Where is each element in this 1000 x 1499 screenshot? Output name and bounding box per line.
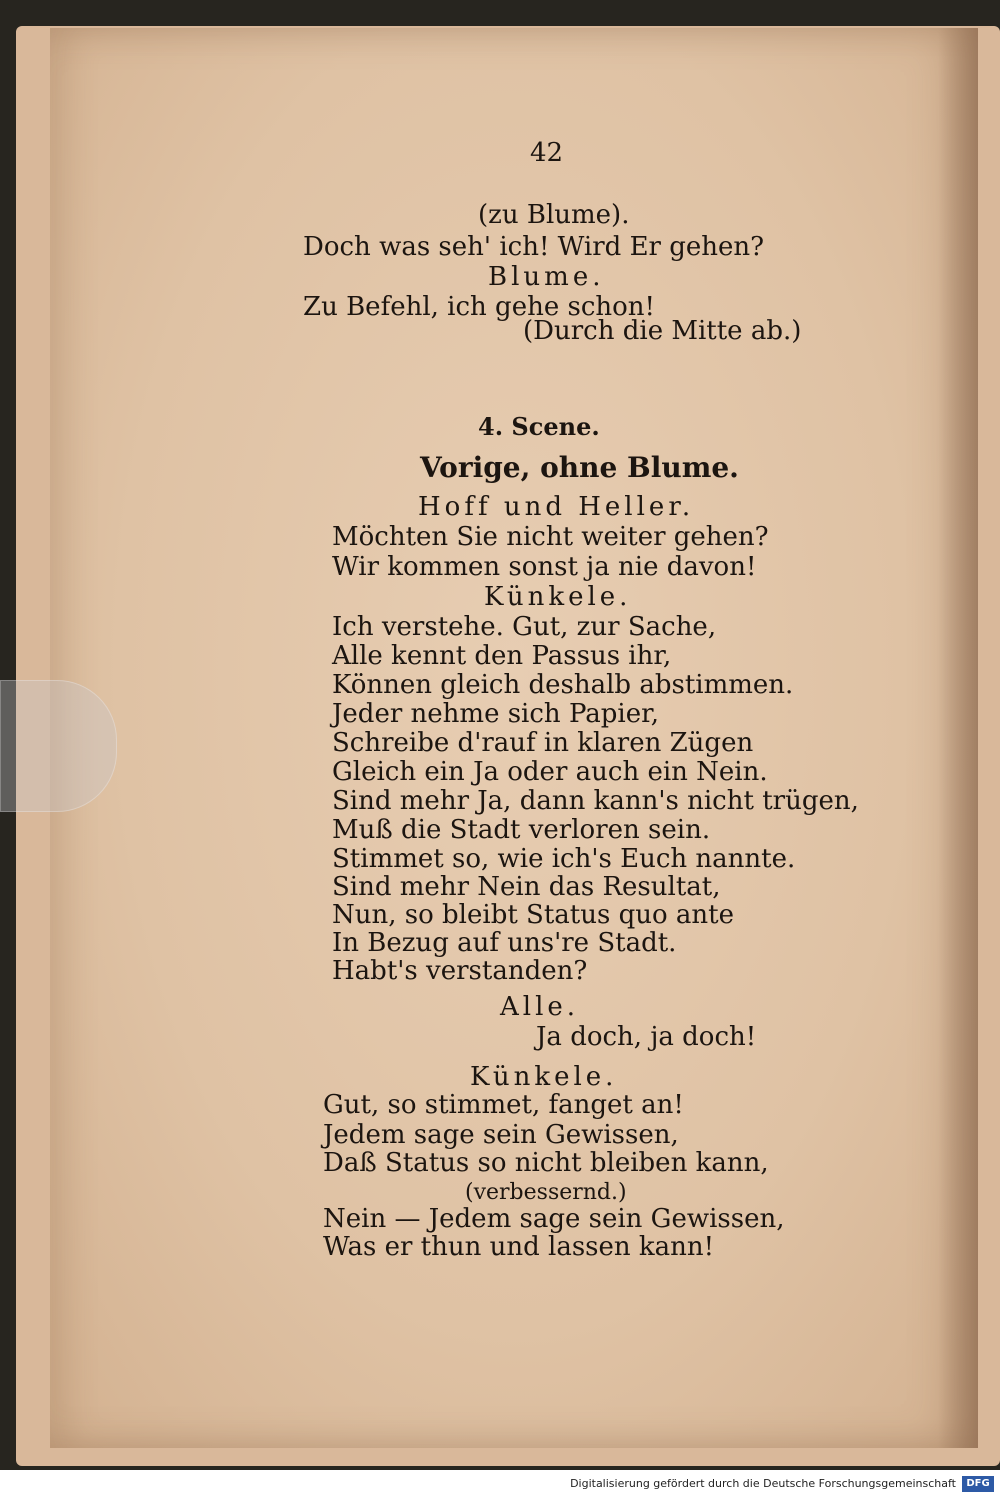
speaker-name: Künkele. [470, 1062, 618, 1092]
verse-line: Sind mehr Ja, dann kann's nicht trügen, [332, 786, 859, 816]
verse-line: In Bezug auf uns're Stadt. [332, 928, 677, 958]
dfg-logo-icon: DFG [962, 1476, 994, 1492]
verse-line: Jedem sage sein Gewissen, [323, 1120, 679, 1150]
verse-line: Schreibe d'rauf in klaren Zügen [332, 728, 754, 758]
verse-line: Was er thun und lassen kann! [323, 1232, 715, 1262]
verse-line: Können gleich deshalb abstimmen. [332, 670, 794, 700]
verse-line: Gut, so stimmet, fanget an! [323, 1090, 684, 1120]
verse-line: Habt's verstanden? [332, 956, 588, 986]
speaker-name: Alle. [500, 992, 580, 1022]
verse-line: Doch was seh' ich! Wird Er gehen? [303, 232, 765, 262]
verse-line: Zu Befehl, ich gehe schon! [303, 292, 655, 322]
verse-line: Möchten Sie nicht weiter gehen? [332, 522, 769, 552]
footer-bar [0, 1470, 1000, 1499]
stage-direction: (verbessernd.) [465, 1180, 627, 1205]
verse-line: Nun, so bleibt Status quo ante [332, 900, 734, 930]
verse-line: Wir kommen sonst ja nie davon! [332, 552, 757, 582]
verse-line: Gleich ein Ja oder auch ein Nein. [332, 757, 768, 787]
speaker-name: Künkele. [484, 582, 632, 612]
stage-direction: (Durch die Mitte ab.) [523, 316, 802, 346]
verse-line: Nein — Jedem sage sein Gewissen, [323, 1204, 785, 1234]
funding-credit: Digitalisierung gefördert durch die Deutsche Forschungsgemeinschaft [570, 1477, 956, 1490]
verse-line: Stimmet so, wie ich's Euch nannte. [332, 844, 796, 874]
speaker-name: Blume. [488, 262, 605, 292]
stage-direction: (zu Blume). [478, 200, 630, 230]
verse-line: Ich verstehe. Gut, zur Sache, [332, 612, 717, 642]
verse-line: Ja doch, ja doch! [536, 1022, 757, 1052]
verse-line: Muß die Stadt verloren sein. [332, 815, 711, 845]
verse-line: Sind mehr Nein das Resultat, [332, 872, 721, 902]
verse-line: Daß Status so nicht bleiben kann, [323, 1148, 769, 1178]
scene-heading: 4. Scene. [478, 412, 600, 441]
speaker-name: Hoff und Heller. [418, 492, 695, 522]
verse-line: Alle kennt den Passus ihr, [332, 641, 672, 671]
scene-characters: Vorige, ohne Blume. [420, 451, 739, 484]
page-number: 42 [530, 138, 564, 168]
verse-line: Jeder nehme sich Papier, [332, 699, 659, 729]
